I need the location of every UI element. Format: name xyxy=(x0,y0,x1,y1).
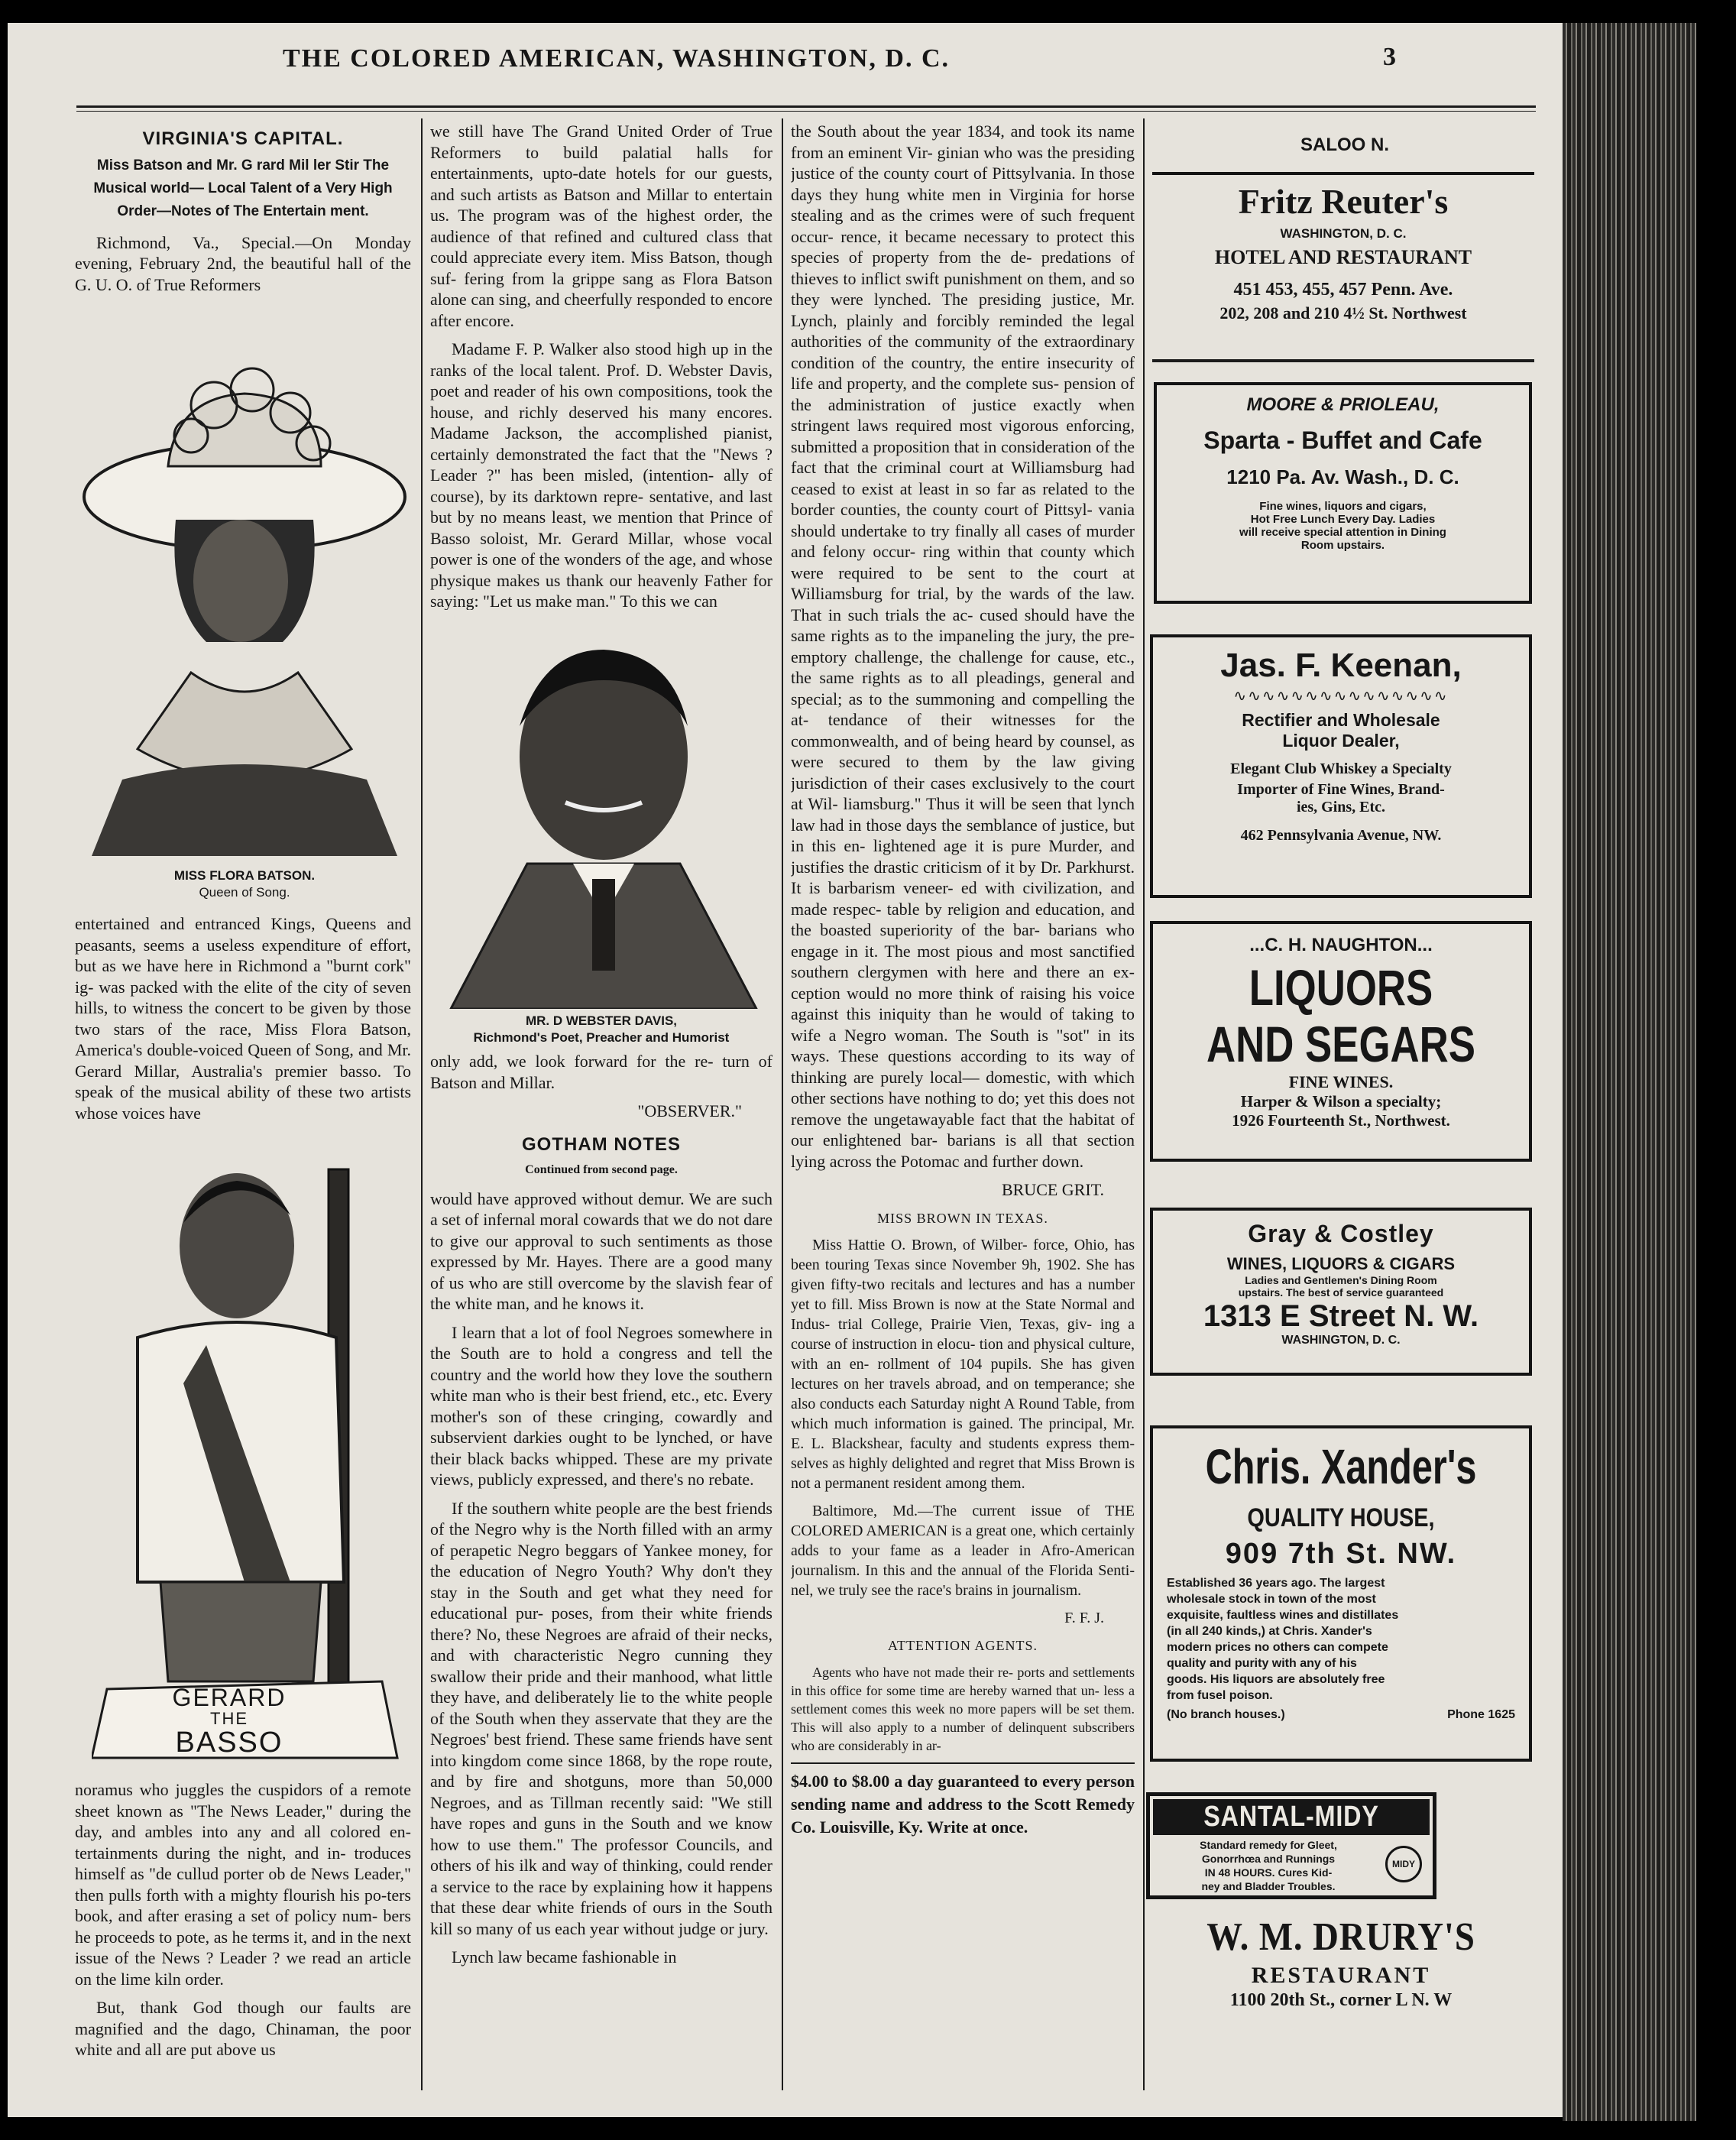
cartoon-label-line-3: BASSO xyxy=(175,1727,283,1759)
ad-note: Hot Free Lunch Every Day. Ladies xyxy=(1250,513,1436,526)
column-2-bottom xyxy=(430,1051,772,2094)
portrait-webster-davis xyxy=(436,627,772,1009)
ad-santal-midy xyxy=(1146,1792,1436,1899)
signature-bruce-grit: BRUCE GRIT. xyxy=(1001,1180,1104,1199)
cartoon-gerard-the-basso xyxy=(92,1154,405,1765)
article-paragraph: If the southern white people are the best friends of the Negro why is the North filled with an army of perapetic Negro beggars of Yankee money, for the education of Negro Youth? Why don't they stay in the South and get what they need for educational pur- poses, from their white friends there? No, these Negroes are afraid of their necks, and with characteristic Negro cunning they swallow their pride and their manhood, what little they have, and deliberately lie to the white people of the South when they asservate that they are the Negroes' best friend. These same friends have sent into kingdom come since 1868, by the rope route, and by fire and shotguns, more than 50,000 Negroes, and as Tillman recently said: "We still have ropes and guns in the South and we know how to use them." The professor Councils, and others of his ilk and way of thinking, could render a service to the race by explaining how it happens that these dear white friends of ours in the South kill so many of us each year without judge or jury. xyxy=(430,1498,772,1938)
column-3 xyxy=(791,121,1135,2093)
ad-address: 462 Pennsylvania Avenue, NW. xyxy=(1240,827,1442,844)
masthead: THE COLORED AMERICAN, WASHINGTON, D. C. xyxy=(283,44,951,73)
ad-line: WINES, LIQUORS & CIGARS xyxy=(1226,1254,1456,1273)
ad-phone: Phone 1625 xyxy=(1447,1708,1515,1721)
column-rule-1 xyxy=(421,118,423,2090)
ad-note: Room upstairs. xyxy=(1300,539,1385,552)
ad-title: Sparta - Buffet and Cafe xyxy=(1203,426,1482,454)
ad-moore-prioleau xyxy=(1154,382,1532,604)
ad-name: W. M. DRURY'S xyxy=(1206,1915,1475,1959)
caption-name: MISS FLORA BATSON. xyxy=(173,868,316,883)
ad-title: QUALITY HOUSE, xyxy=(1247,1503,1435,1532)
ad-address: 202, 208 and 210 4½ St. Northwest xyxy=(1219,303,1467,323)
ad-body-line: ney and Bladder Troubles. xyxy=(1201,1880,1336,1892)
subhead-virginias-capital: Miss Batson and Mr. G rard Mil ler Stir The Musical world— Local Talent of a Very High Order—Notes of The Entertain ment. xyxy=(93,157,393,219)
headline-virginias-capital: VIRGINIA'S CAPITAL. xyxy=(142,128,344,149)
ad-line: upstairs. The best of service guaranteed xyxy=(1238,1286,1444,1299)
article-paragraph: Madame F. P. Walker also stood high up in the ranks of the local talent. Prof. D. Webster Davis, poet and reader of his own compositions, took the house, and richly deserved his many encores. Madame Jackson, the accomplished pianist, certainly demonstrated the fact that the "News ? Leader ?" has been misled, (intention- ally of course), by its darktown repre- sentative, and last but by no means least, we mention that Prince of Basso soloist, Mr. Gerard Millar, whose vocal power is one of the wonders of the age, and whose physique makes us thank our heavenly Father for saying: "Let us make man." To this we can xyxy=(430,339,772,610)
ad-line: Elegant Club Whiskey a Specialty xyxy=(1230,760,1452,777)
article-paragraph: Richmond, Va., Special.—On Monday evening, February 2nd, the beautiful hall of the G. U. O. of True Reformers xyxy=(75,232,411,294)
ad-name: Fritz Reuter's xyxy=(1238,182,1449,221)
ad-body-line: IN 48 HOURS. Cures Kid- xyxy=(1204,1866,1333,1879)
column-1-bottom xyxy=(75,1779,411,2093)
column-1-top xyxy=(75,121,411,342)
ad-body-line: from fusel poison. xyxy=(1167,1689,1273,1702)
ad-note: Fine wines, liquors and cigars, xyxy=(1259,500,1427,513)
ad-big-text: LIQUORS xyxy=(1249,959,1433,1016)
column-2-top xyxy=(430,121,772,610)
ad-body-line: quality and purity with any of his xyxy=(1167,1657,1357,1670)
page-number: 3 xyxy=(1383,43,1396,71)
advertisement-scott-remedy: $4.00 to $8.00 a day guaranteed to every person sending name and address to the Scott Remedy Co. Louisville, Ky. Write at once. xyxy=(791,1762,1135,1839)
ad-address: 451 453, 455, 457 Penn. Ave. xyxy=(1233,280,1453,300)
column-rule-3 xyxy=(1143,118,1145,2090)
ad-body-line: Gonorrhœa and Runnings xyxy=(1201,1853,1336,1865)
article-paragraph: I learn that a lot of fool Negroes somewhere in the South are to hold a congress and tell the country and the world how they love the southern white man who is their best friend, etc., etc. Every mother's son of these cringing, cowardly and subservient darkies ought to be lynched, or have their black backs whipped. These are my private views, publicly expressed, and there's no rebate. xyxy=(430,1322,772,1489)
ad-note: will receive special attention in Dining xyxy=(1239,526,1446,539)
cartoon-label-line-2: THE xyxy=(210,1709,248,1728)
ad-banner xyxy=(1153,1799,1430,1835)
ad-address: 1100 20th St., corner L N. W xyxy=(1229,1990,1453,2010)
headline-miss-brown-in-texas: MISS BROWN IN TEXAS. xyxy=(877,1210,1048,1226)
ad-fritz-reuter xyxy=(1152,172,1534,355)
article-paragraph: Lynch law became fashionable in xyxy=(452,1947,677,1967)
ad-body-line: (in all 240 kinds,) at Chris. Xander's xyxy=(1167,1625,1372,1638)
article-paragraph: Baltimore, Md.—The current issue of THE COLORED AMERICAN is a great one, which certainly adds to your fame as a leader in Afro-American journalism. In this and the annual of the Florida Senti- nel, we truly see the race's brains in journalism. xyxy=(791,1503,1135,1599)
article-paragraph: Miss Hattie O. Brown, of Wilber- force, Ohio, has been touring Texas since November 9h, 1902. She has given fifty-two recitals and lectures and has a number yet to fill. Miss Brown is now at the State Normal and Indus- trial College, Prairie Vien, Texas, giv- ing a course of instruction in elocu- tion and physical culture, with an en- rollment of 104 pupils. She has given lectures on her travels abroad, and on temperance; she also conducts each Saturday night A Round Table, from which much information is gained. The principal, Mr. E. L. Blackshear, faculty and students express them- selves as highly delighted and regret that Miss Brown is not a permanent resident among them. xyxy=(791,1237,1135,1492)
ad-kind: RESTAURANT xyxy=(1251,1963,1431,1988)
ad-divider xyxy=(1152,359,1534,362)
caption-title: Queen of Song. xyxy=(199,885,290,900)
headline-attention-agents: ATTENTION AGENTS. xyxy=(888,1638,1038,1653)
ad-body-line: modern prices no others can compete xyxy=(1167,1641,1388,1654)
headline-gotham-notes: GOTHAM NOTES xyxy=(522,1133,681,1155)
caption-webster-davis xyxy=(430,1013,772,1046)
ad-address: 1210 Pa. Av. Wash., D. C. xyxy=(1226,465,1459,488)
caption-name: MR. D WEBSTER DAVIS, xyxy=(525,1013,678,1028)
ad-jas-keenan xyxy=(1150,634,1532,898)
ad-ch-naughton xyxy=(1150,921,1532,1162)
ad-names: MOORE & PRIOLEAU, xyxy=(1246,394,1440,415)
ad-line: Rectifier and Wholesale xyxy=(1242,710,1440,730)
article-paragraph: entertained and entranced Kings, Queens and peasants, seems a useless expenditure of effort, but as we have here in Richmond a "burnt cork" ig- was packed with the elite of the city of seven hills, to witness the concert to be given by those two stars of the race, Miss Flora Batson, America's double-voiced Queen of Song, and Mr. Gerard Millar, Australia's premier basso. To speak of the musical ability of these two artists whose voices have xyxy=(75,914,411,1123)
ad-body xyxy=(1153,1571,1529,1723)
ad-line: Importer of Fine Wines, Brand- xyxy=(1237,781,1445,798)
ad-line: ies, Gins, Etc. xyxy=(1296,799,1386,815)
ad-line: Liquor Dealer, xyxy=(1282,731,1400,751)
masthead-rule-thin xyxy=(76,111,1536,112)
ad-address: 1926 Fourteenth St., Northwest. xyxy=(1232,1111,1450,1130)
ad-line: Harper & Wilson a specialty; xyxy=(1240,1092,1442,1111)
article-paragraph: we still have The Grand United Order of True Reformers to build palatial halls for entertainments, upto-date hotels for our guests, and such artists as Batson and Millar to entertain us. The program was of the highest order, the audience of that refined and cultured class that could appreciate every item. Miss Batson, though suf- fering from la grippe sang as Flora Batson alone can sing, and cheerfully responded to encore after encore. xyxy=(430,122,772,330)
ad-body-line: wholesale stock in town of the most xyxy=(1167,1593,1376,1606)
ad-name: ...C. H. NAUGHTON... xyxy=(1249,935,1433,955)
stacked-page-edges xyxy=(1563,23,1696,2121)
article-paragraph: noramus who juggles the cuspidors of a remote sheet known as "The News Leader," during the day, and ambles into any and all colored en- tertainments during the night, and in- troduces himself as "de cullud porter ob de News Leader," then pulls forth with a mighty flourish his po-ters book, and after erasing a set of policy num- bers he proceeds to pote, as he terms it, and in the next issue of the News ? Leader ? we read an article on the lime kiln order. xyxy=(75,1780,411,1989)
ad-kind: HOTEL AND RESTAURANT xyxy=(1214,246,1472,268)
article-paragraph: only add, we look forward for the re- turn of Batson and Millar. xyxy=(430,1052,772,1092)
ad-name: Gray & Costley xyxy=(1248,1220,1434,1247)
ad-body-line: exquisite, faultless wines and distillates xyxy=(1167,1609,1399,1622)
caption-title: Richmond's Poet, Preacher and Humorist xyxy=(473,1030,730,1045)
article-paragraph: the South about the year 1834, and took its name from an eminent Vir- ginian who was the presiding justice of the county court of Pittsylvania. In those days they hung white men in Virginia for horse stealing and as the crimes were of such frequent occur- rence, it became necessary to protect this species of property from the de- predations of thieves to inflict swift punishment on them, and so they were lynched. The presiding justice, Mr. Lynch, plainly and forcibly reminded the legal authorities of the community of the extraordinary condition of the country, the entire insecurity of life and property, and the complete sus- pension of the administration of justice exactly when stringent laws required most vigorous enforcing, submitted a proposition that in consideration of the fact that the criminal court at Williamsburg had ceased to exist at least in so far as related to the border counties, the county court of Pittsyl- vania should undertake to try finally all cases of murder and felony occur- ring within that county which were required to be sent to the court at Williamsburg for trial, by the wards of the law. That in such trials the ac- cused should have the same rights as to the impaneling the jury, the pre- emptory challenge, the challenge for cause, etc., the same rights as to all pleadings, general and special; as to the summoning and compelling the at- tendance of their witnesses for the commonwealth, and of being heard by counsel, as were secured to them by the law giving jurisdiction of their cases exclusively to the court at Wil- liamsburg." Thus it will be seen that lynch law had in those days the semblance of justice, but in this en- lightened age it is pure Murder, and justifies the drastic criticism of it by Dr. Parkhurst. It is barbarism veneer- ed with civilization, and made respec- table by religion and education, and the boasted superiority of the bar- barians who engage in it. The most pious and most sanctified southern clergymen with here and there an ex- ception would no more think of raising his voice against this iniquity than he would of taking to wife a Negro woman. The South is "sot" in its ways. These questions according to its way of thinking are purely local— domestic, with which other sections have nothing to do; yet this does not remove the ungetawayable fact that the habitat of our enlightened bar- barians is all that section lying across the Potomac and further down. xyxy=(791,122,1135,1171)
caption-flora-batson xyxy=(76,867,413,901)
portrait-flora-batson xyxy=(76,352,413,856)
ad-body xyxy=(1150,1835,1433,1893)
ad-big-text: AND SEGARS xyxy=(1206,1016,1476,1072)
ad-name: Chris. Xander's xyxy=(1205,1439,1477,1494)
ad-branch-note: (No branch houses.) xyxy=(1167,1708,1285,1721)
column-rule-2 xyxy=(782,118,783,2090)
article-paragraph: But, thank God though our faults are magnified and the dago, Chinaman, the poor white and all are put above us xyxy=(75,1998,411,2059)
ad-gray-costley xyxy=(1150,1208,1532,1376)
ad-address: 909 7th St. NW. xyxy=(1225,1538,1457,1570)
cartoon-label-line-1: GERARD xyxy=(172,1684,287,1711)
cartoon-label xyxy=(99,1685,359,1757)
ad-address: 1313 E Street N. W. xyxy=(1203,1299,1479,1333)
ad-line: Ladies and Gentlemen's Dining Room xyxy=(1245,1274,1437,1286)
column-1-middle xyxy=(75,913,411,1143)
ad-body-line: Established 36 years ago. The largest xyxy=(1167,1577,1385,1590)
saloon-label: SALOO N. xyxy=(1300,135,1389,155)
masthead-rule xyxy=(76,105,1536,108)
article-paragraph: Agents who have not made their re- ports and settlements in this office for some time are hereby warned that un- less a settlement comes this week no more papers will be set them. This will also apply to a number of delinquent subscribers who are considerably in ar- xyxy=(791,1664,1135,1753)
continued-note: Continued from second page. xyxy=(525,1163,678,1176)
ad-body-line: goods. His liquors are absolutely free xyxy=(1167,1673,1385,1686)
ad-wm-drury xyxy=(1146,1915,1536,2029)
ad-line: FINE WINES. xyxy=(1288,1072,1394,1091)
ad-name: SANTAL-MIDY xyxy=(1203,1801,1379,1833)
ad-city: WASHINGTON, D. C. xyxy=(1281,1334,1401,1347)
ad-city: WASHINGTON, D. C. xyxy=(1280,226,1407,241)
ad-ornament: ∿∿∿∿∿∿∿∿∿∿∿∿∿∿∿ xyxy=(1233,688,1449,705)
ad-footer xyxy=(1167,1707,1515,1723)
signature-ffj: F. F. J. xyxy=(1064,1610,1104,1626)
midy-badge-icon: MIDY xyxy=(1385,1846,1422,1882)
ad-chris-xander xyxy=(1150,1425,1532,1762)
article-paragraph: would have approved without demur. We are such a set of infernal moral cowards that we do not dare to give our approval to such sentiments as those expressed by Mr. Hayes. There are a good many of us who are still overcome by the slavish fear of the white man, and he knows it. xyxy=(430,1188,772,1313)
ad-name: Jas. F. Keenan, xyxy=(1220,647,1462,684)
signature-observer: "OBSERVER." xyxy=(637,1101,742,1120)
ad-body-line: Standard remedy for Gleet, xyxy=(1200,1839,1337,1851)
